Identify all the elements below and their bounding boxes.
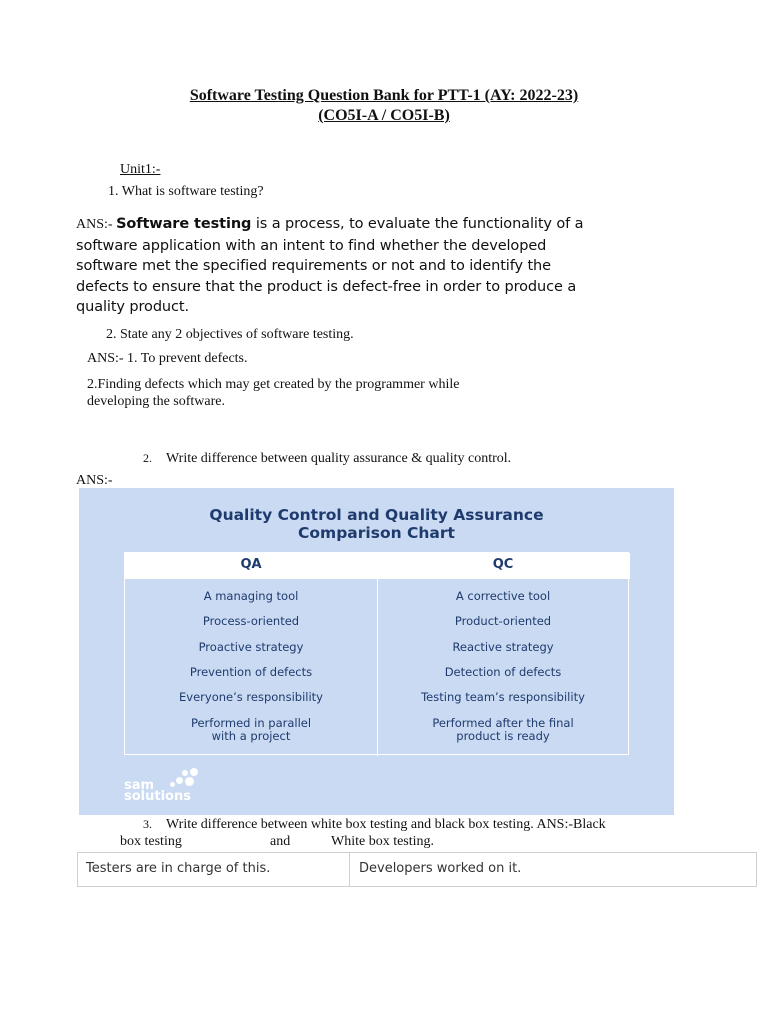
qa-qc-comparison-chart — [79, 488, 674, 815]
qa-cell: Process-oriented — [202, 614, 300, 628]
table-cell-1-text: Testers are in charge of this. — [86, 861, 271, 876]
sam-solutions-logo — [124, 768, 239, 808]
comparison-table — [124, 552, 629, 755]
question-4-line-2 — [120, 834, 435, 850]
question-3 — [143, 451, 511, 467]
comparison-table-header — [125, 553, 630, 579]
chart-title-line-2: Comparison Chart — [298, 524, 455, 542]
logo-text-line-1: sam — [124, 778, 155, 793]
question-3-number: 2. — [143, 451, 152, 465]
qa-cell: Prevention of defects — [189, 665, 313, 679]
question-3-text: Write difference between quality assurance & quality control. — [166, 451, 512, 466]
qc-cell: Reactive strategy — [452, 640, 554, 654]
answer-1-line-4: defects to ensure that the product is defect-free in order to produce a — [76, 278, 577, 295]
chart-title-line-1: Quality Control and Quality Assurance — [209, 506, 544, 524]
answer-2-point-2-line-2: developing the software. — [87, 394, 226, 409]
qa-cell — [125, 717, 377, 743]
table-cell-1 — [78, 853, 350, 886]
answer-2-point-2-line-1: 2.Finding defects which may get created by the programmer while — [87, 377, 460, 392]
doc-title: Software Testing Question Bank for PTT-1 (AY: 2022-23) — [189, 87, 579, 104]
answer-1-line-2: software application with an intent to find whether the developed — [76, 237, 547, 254]
qc-cell-line-2: product is ready — [456, 729, 550, 743]
answer-3-label: ANS:- — [76, 473, 113, 488]
question-2: 2. State any 2 objectives of software testing. — [106, 327, 354, 342]
answer-keyword: Software testing — [116, 216, 252, 232]
answer-1-line-5: quality product. — [76, 299, 189, 315]
and-label: and — [270, 834, 291, 849]
question-4 — [143, 817, 663, 833]
answer-prefix: ANS:- — [76, 217, 117, 232]
column-header-qc: QC — [492, 557, 514, 572]
qc-cell-line-1: Performed after the final — [432, 716, 574, 730]
question-4-number: 3. — [143, 817, 152, 831]
answer-1-line-1: is a process, to evaluate the functionality of a — [251, 216, 584, 232]
qa-cell: Proactive strategy — [198, 640, 304, 654]
testing-comparison-table — [77, 852, 757, 887]
logo-text-line-2: solutions — [124, 789, 191, 804]
answer-2-point-2 — [87, 376, 527, 410]
table-cell-2-text: Developers worked on it. — [359, 861, 522, 876]
qa-cell-line-2: with a project — [211, 729, 291, 743]
question-1: 1. What is software testing? — [108, 184, 264, 199]
qa-cell-line-1: Performed in parallel — [190, 716, 312, 730]
qc-cell: A corrective tool — [455, 589, 551, 603]
doc-subtitle: (CO5I-A / CO5I-B) — [318, 107, 450, 124]
qc-cell — [377, 717, 629, 743]
qc-cell: Testing team’s responsibility — [421, 690, 585, 704]
answer-1-line-3: software met the specified requirements or not and to identify the — [76, 258, 551, 274]
white-box-label: White box testing. — [331, 834, 435, 849]
unit-heading: Unit1:- — [120, 162, 161, 177]
question-4-text: Write difference between white box testing and black box testing. ANS:-Black — [166, 817, 606, 832]
qc-cell: Product-oriented — [454, 614, 552, 628]
qa-cell: Everyone’s responsibility — [179, 690, 323, 704]
qc-cell: Detection of defects — [444, 665, 562, 679]
answer-1 — [76, 214, 616, 318]
answer-2-point-1: ANS:- 1. To prevent defects. — [87, 351, 248, 366]
black-box-label: box testing — [120, 834, 182, 849]
column-header-qa: QA — [240, 557, 262, 572]
qa-cell: A managing tool — [203, 589, 299, 603]
